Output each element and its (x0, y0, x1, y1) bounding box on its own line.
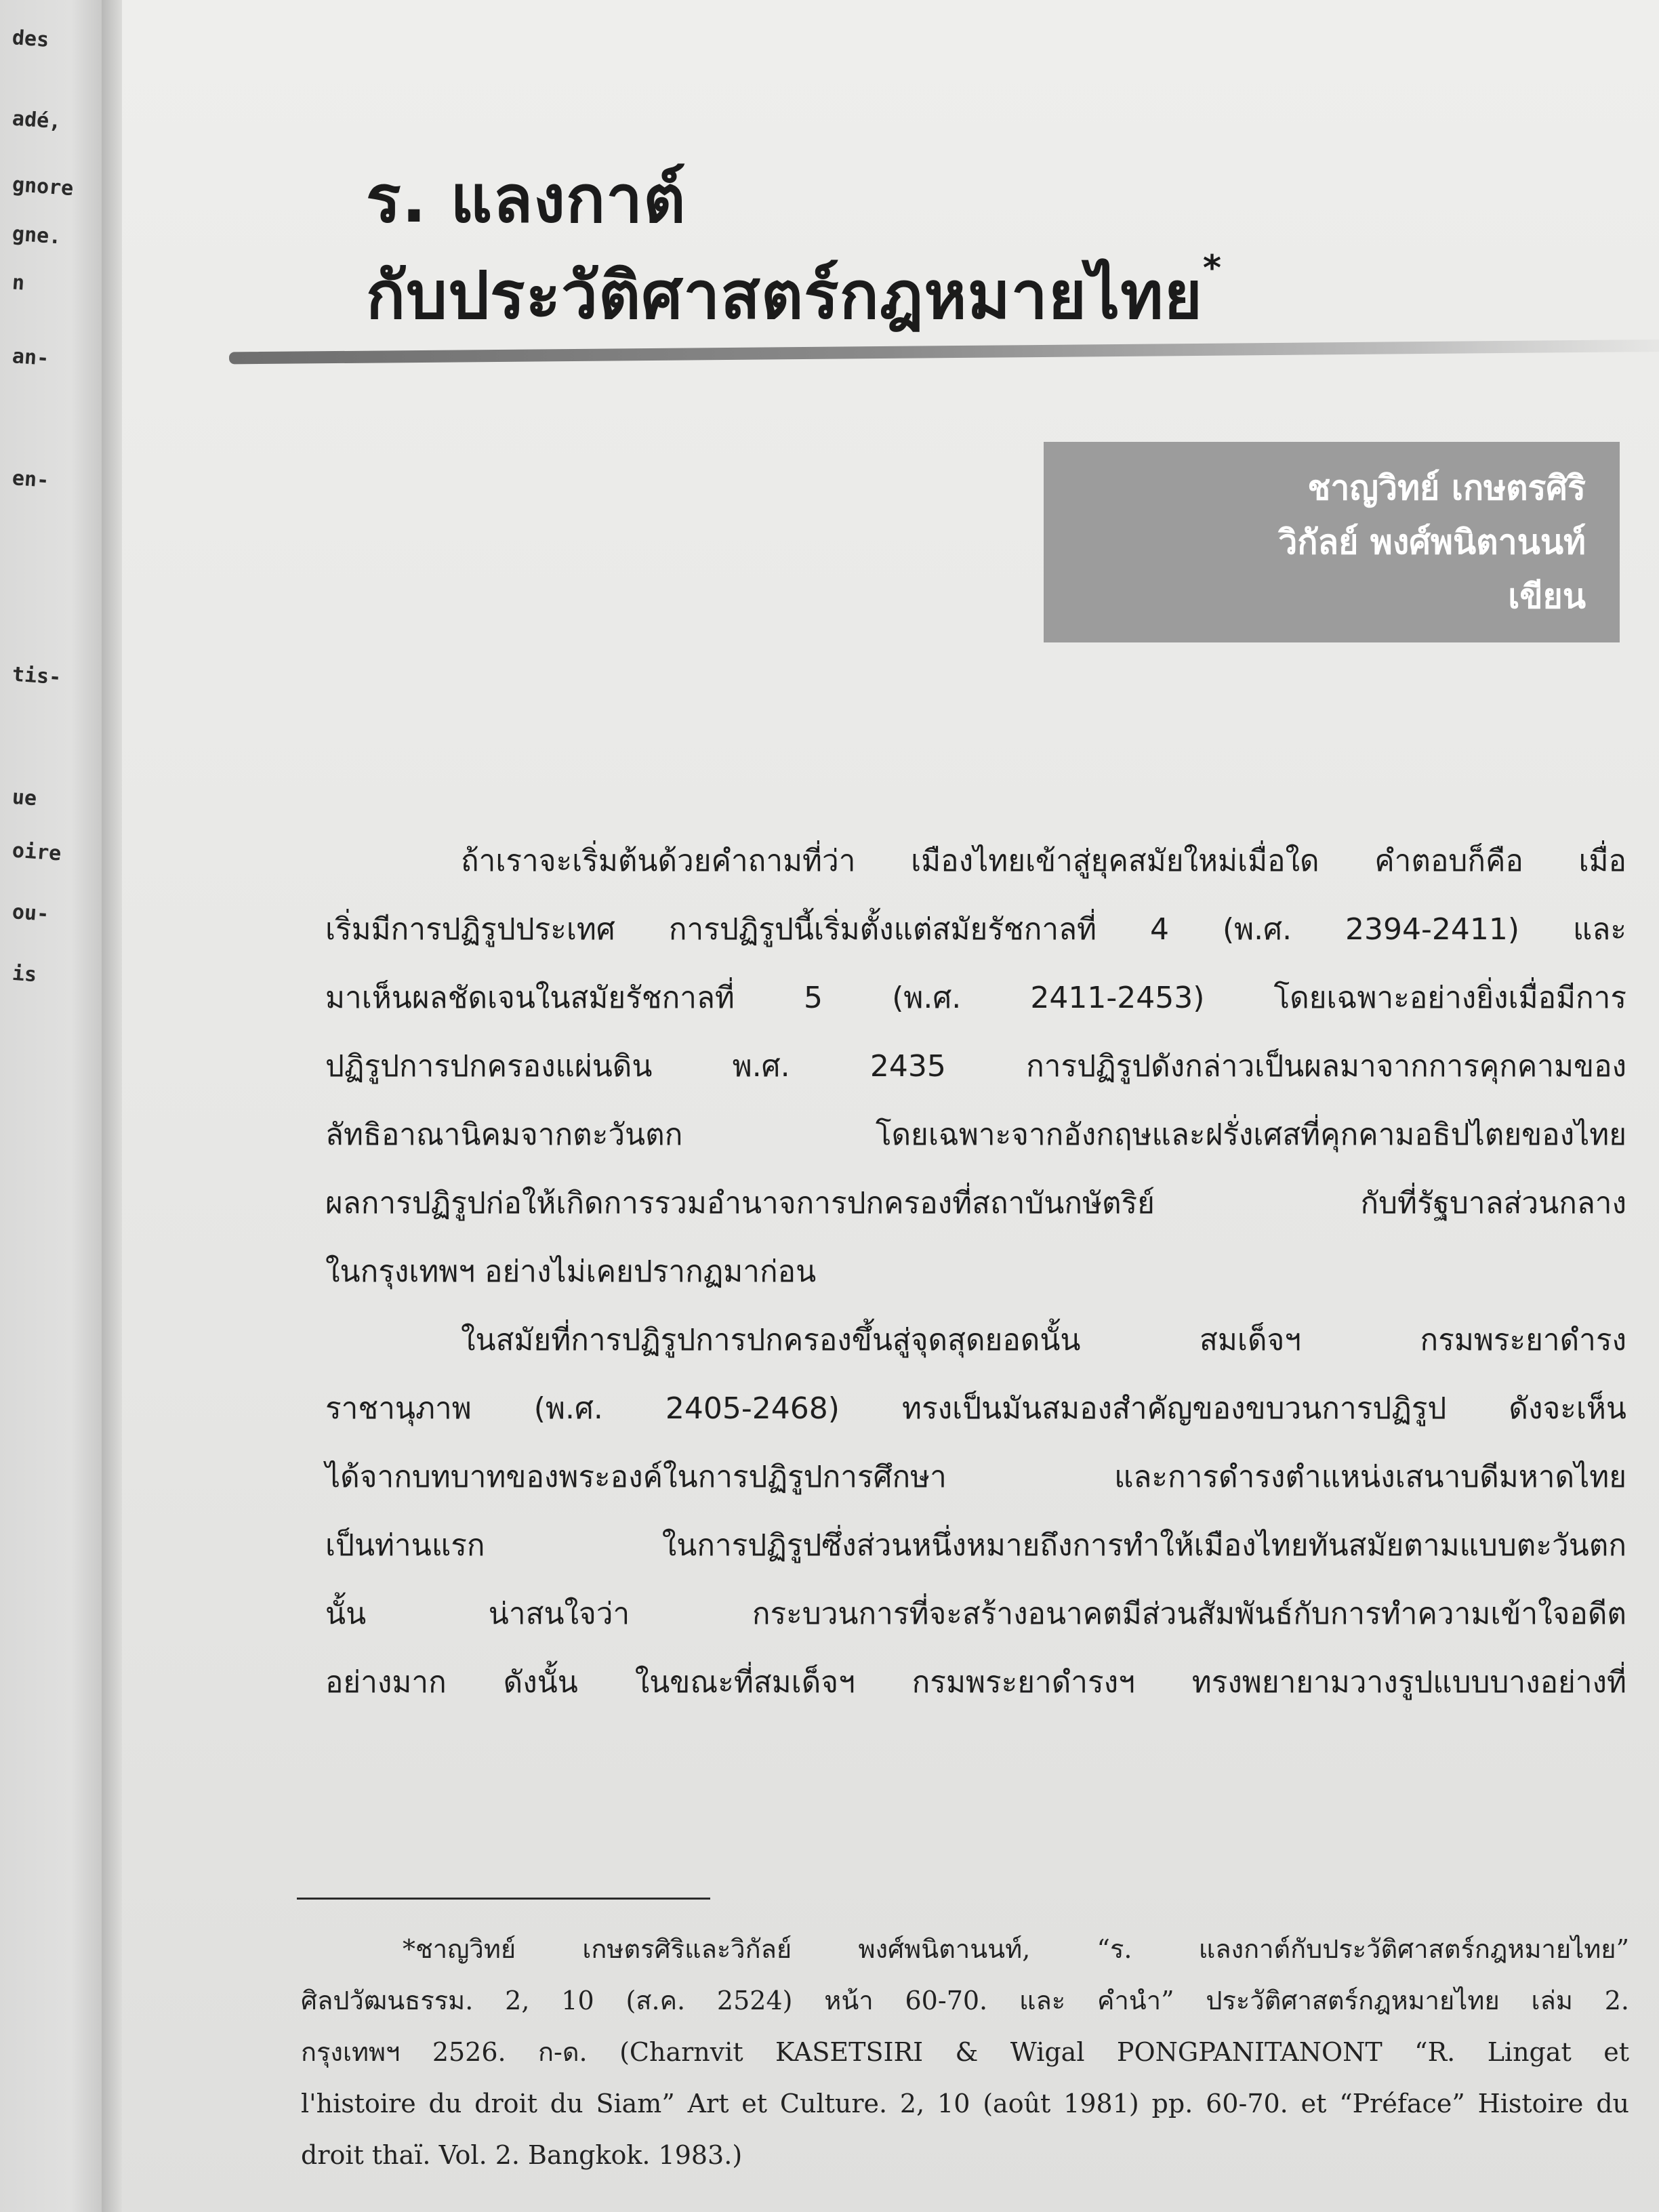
footnote-line: กรุงเทพฯ 2526. ก-ด. (Charnvit KASETSIRI & Wigal PONGPANITANONT “R. Lingat et (301, 2037, 1629, 2067)
title-text: กับประวัติศาสตร์กฎหมายไทย (366, 258, 1203, 333)
body-line: เป็นท่านแรก ในการปฏิรูปซึ่งส่วนหนึ่งหมายถึงการทำให้เมืองไทยทันสมัยตามแบบตะวันตก (325, 1528, 1626, 1563)
body-line: ในกรุงเทพฯ อย่างไม่เคยปรากฏมาก่อน (325, 1254, 817, 1289)
book-gutter (102, 0, 122, 2212)
facing-page-fragment: ue (11, 785, 38, 811)
body-line: ได้จากบทบาทของพระองค์ในการปฏิรูปการศึกษา และการดำรงตำแหน่งเสนาบดีมหาดไทย (325, 1460, 1626, 1494)
footnote-line: ศิลปวัฒนธรรม. 2, 10 (ส.ค. 2524) หน้า 60-70. และ คำนำ” ประวัติศาสตร์กฎหมายไทย เล่ม 2. (301, 1986, 1629, 2015)
body-line: เริ่มมีการปฏิรูปประเทศ การปฏิรูปนี้เริ่มตั้งแต่สมัยรัชกาลที่ 4 (พ.ศ. 2394-2411) และ (325, 912, 1626, 947)
facing-page-fragment: oire (11, 838, 62, 866)
body-line: อย่างมาก ดังนั้น ในขณะที่สมเด็จฯ กรมพระยาดำรงฯ ทรงพยายามวางรูปแบบบางอย่างที่ (325, 1665, 1626, 1700)
facing-page-fragment: is (11, 961, 38, 987)
facing-page-fragment: en- (11, 466, 50, 493)
footnote-line: droit thaï. Vol. 2. Bangkok. 1983.) (301, 2140, 743, 2170)
title-text: ร. แลงกาต์ (366, 161, 687, 237)
author-byline-box (1044, 442, 1620, 642)
body-line: ผลการปฏิรูปก่อให้เกิดการรวมอำนาจการปกครองที่สถาบันกษัตริย์ กับที่รัฐบาลส่วนกลาง (325, 1186, 1626, 1221)
footnote (301, 1923, 1629, 2181)
facing-page-fragment: adé, (11, 106, 62, 134)
article-title-line-1 (366, 148, 686, 251)
article-body (325, 827, 1626, 1717)
body-line: ปฏิรูปการปกครองแผ่นดิน พ.ศ. 2435 การปฏิรูปดังกล่าวเป็นผลมาจากการคุกคามของ (325, 1049, 1626, 1084)
body-line: ลัทธิอาณานิคมจากตะวันตก โดยเฉพาะจากอังกฤษและฝรั่งเศสที่คุกคามอธิปไตยของไทย (325, 1118, 1626, 1152)
facing-page-fragment: n (11, 270, 26, 295)
facing-page-fragment: ou- (11, 900, 50, 926)
facing-page-fragment: an- (11, 344, 50, 371)
footnote-marker: * (1202, 248, 1223, 289)
footnote-line: *ชาญวิทย์ เกษตรศิริและวิกัลย์ พงศ์พนิตานนท์, “ร. แลงกาต์กับประวัติศาสตร์กฎหมายไทย” (403, 1934, 1629, 1964)
facing-page-fragment: gnore (11, 172, 75, 201)
body-line: ถ้าเราจะเริ่มต้นด้วยคำถามที่ว่า เมืองไทยเข้าสู่ยุคสมัยใหม่เมื่อใด คำตอบก็คือ เมื่อ (461, 844, 1626, 878)
body-line: ราชานุภาพ (พ.ศ. 2405-2468) ทรงเป็นมันสมองสำคัญของขบวนการปฏิรูป ดังจะเห็น (325, 1391, 1626, 1426)
footnote-separator (297, 1898, 710, 1900)
body-line: นั้น น่าสนใจว่า กระบวนการที่จะสร้างอนาคตมีส่วนสัมพันธ์กับการทำความเข้าใจอดีต (325, 1597, 1626, 1631)
article-title-line-2 (366, 244, 1222, 347)
facing-page-fragment: des (11, 26, 50, 52)
author-name: วิกัลย์ พงศ์พนิตานนท์ (1278, 523, 1586, 562)
byline-role: เขียน (1508, 577, 1586, 616)
body-line: มาเห็นผลชัดเจนในสมัยรัชกาลที่ 5 (พ.ศ. 2411-2453) โดยเฉพาะอย่างยิ่งเมื่อมีการ (325, 981, 1626, 1015)
facing-page-edge (0, 0, 102, 2212)
author-name: ชาญวิทย์ เกษตรศิริ (1307, 468, 1586, 508)
facing-page-fragment: gne. (11, 222, 62, 249)
body-line: ในสมัยที่การปฏิรูปการปกครองขึ้นสู่จุดสุดยอดนั้น สมเด็จฯ กรมพระยาดำรง (461, 1323, 1626, 1357)
facing-page-fragment: tis- (11, 662, 62, 690)
footnote-line: l'histoire du droit du Siam” Art et Culture. 2, 10 (août 1981) pp. 60-70. et “Préface” Histoire du (301, 2089, 1629, 2118)
book-page (122, 0, 1659, 2212)
